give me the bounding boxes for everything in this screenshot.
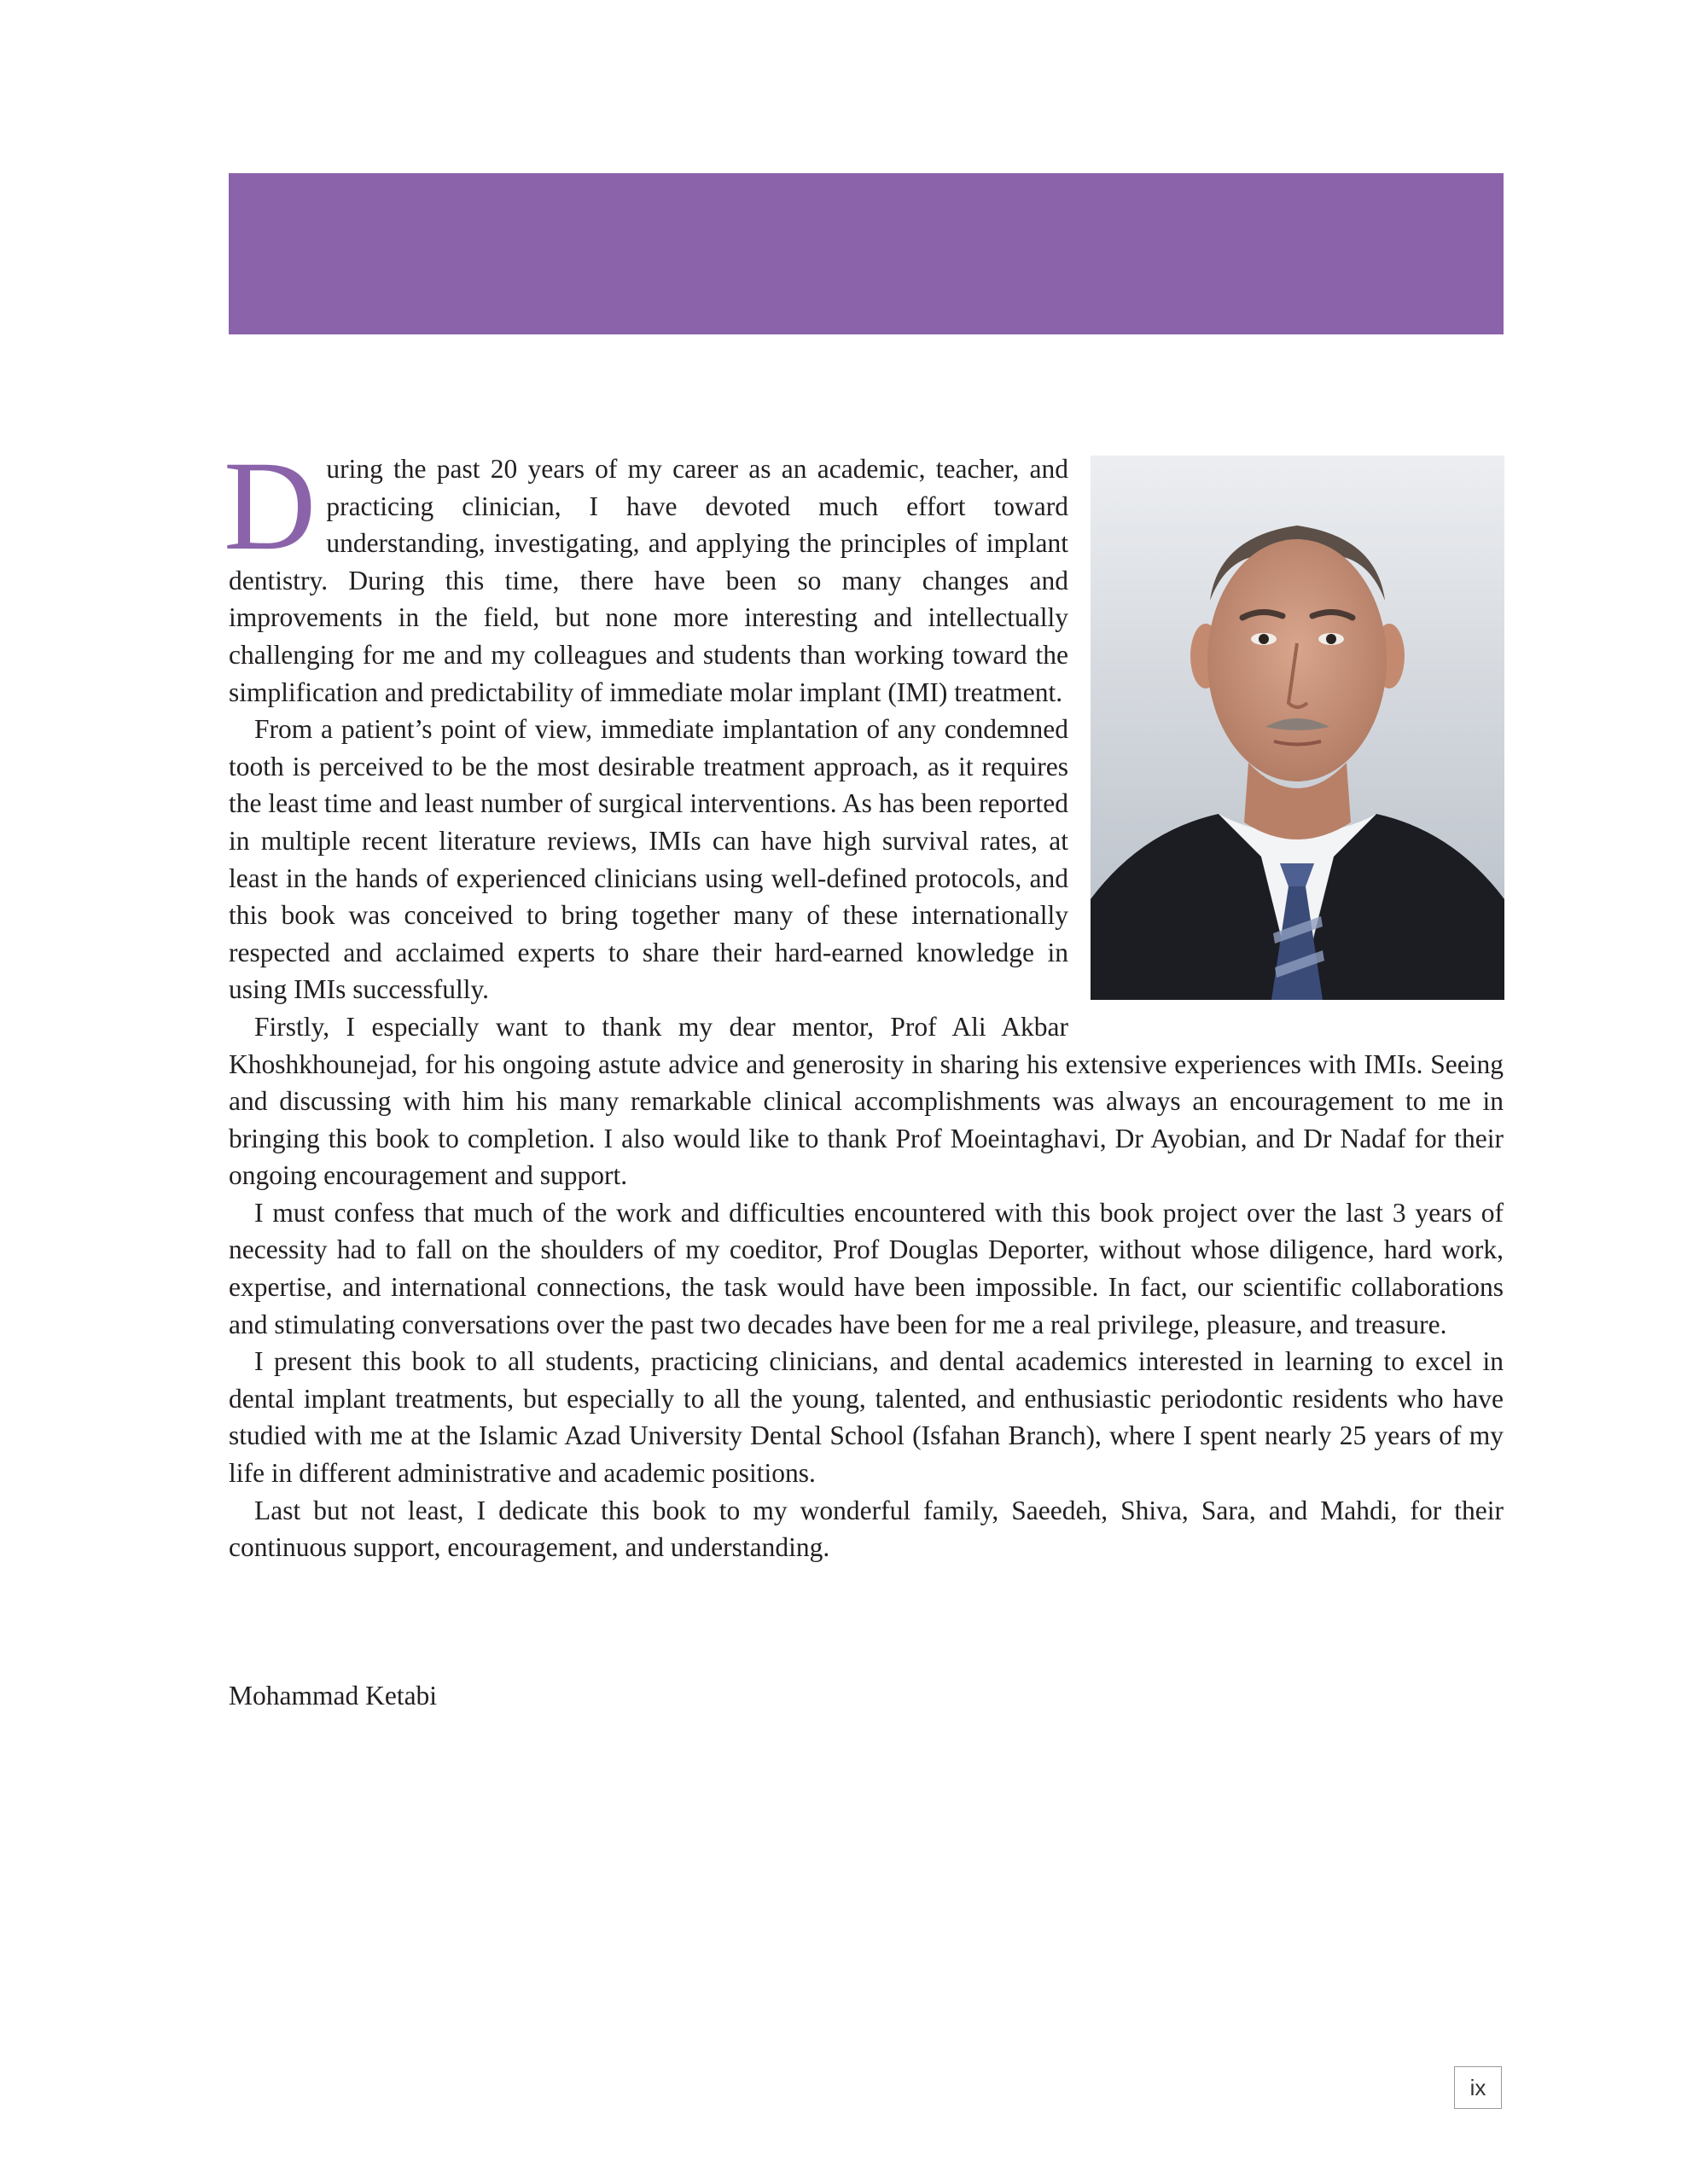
paragraph-6: Last but not least, I dedicate this book to my wonderful family, Saeedeh, Shiva, Sara, and Mahdi, for their continuous support, encouragement, and understanding. [229,1495,1504,1563]
portrait-wrap-space [1068,450,1504,1042]
drop-cap: D [224,435,317,577]
author-signature: Mohammad Ketabi [229,1681,438,1711]
paragraph-5: I present this book to all students, practicing clinicians, and dental academics interested in learning to excel in dental implant treatments, but especially to all the young, talented, and enthusiastic periodontic residents who have studied with me at the Islamic Azad University Dental School (Isfahan Branch), where I spent nearly 25 years of my life in different administrative and academic positions. [229,1346,1504,1489]
header-color-band [229,173,1504,334]
paragraph-4: I must confess that much of the work and difficulties encountered with this book project over the last 3 years of necessity had to fall on the shoulders of my coeditor, Prof Douglas Deporter, without whose diligence, hard work, expertise, and international connections, the task would have been impossible. In fact, our scientific collaborations and stimulating conversations over the past two decades have been for me a real privilege, pleasure, and treasure. [229,1197,1504,1339]
paragraph-3: Firstly, I especially want to thank my dear mentor, Prof Ali Akbar Khoshkhounejad, for his ongoing astute advice and generosity in sharing his extensive experiences with IMIs. Seeing and discussing with him his many remarkable clinical accomplishments was always an encouragement to me in bringing this book to completion. I also would like to thank Prof Moeintaghavi, Dr Ayobian, and Dr Nadaf for their ongoing encouragement and support. [229,1011,1504,1191]
paragraph-1-text: uring the past 20 years of my career as an academic, teacher, and practicing clinician, I have devoted much effort toward understanding, investigating, and applying the principles of implant dentistry. During this time, there have been so many changes and improvements in the field, but none more interesting and intellectually challenging for me and my colleagues and students than working toward the simplification and predictability of immediate molar implant (IMI) treatment. [229,454,1068,707]
foreword-body [224,435,1504,1566]
page-number: ix [1454,2066,1502,2109]
paragraph-2: From a patient’s point of view, immediate implantation of any condemned tooth is perceived to be the most desirable treatment approach, as it requires the least time and least number of surgical interventions. As has been reported in multiple recent literature reviews, IMIs can have high survival rates, at least in the hands of experienced clinicians using well-defined protocols, and this book was conceived to bring together many of these internationally respected and acclaimed experts to share their hard-earned knowledge in using IMIs successfully. [229,714,1068,1005]
